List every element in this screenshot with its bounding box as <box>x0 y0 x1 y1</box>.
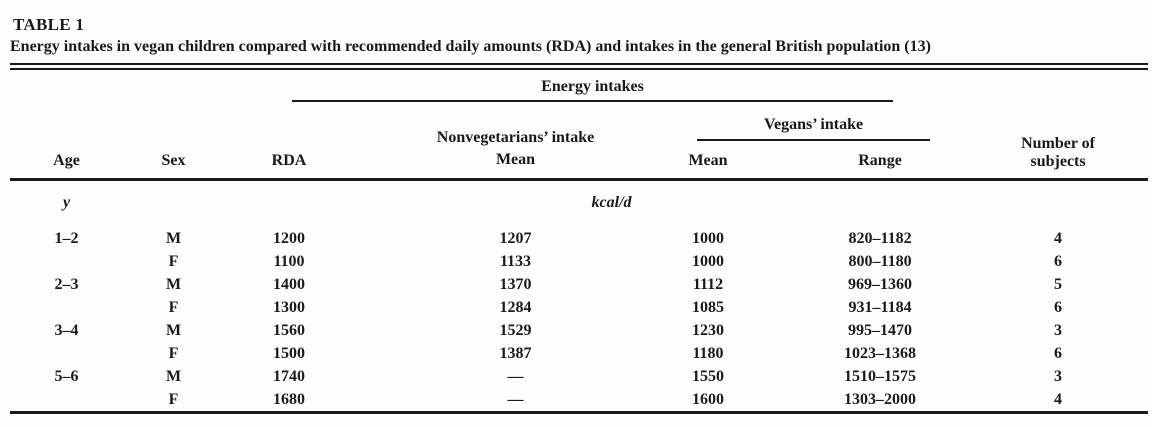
cell-rda: 1560 <box>273 322 305 339</box>
cell-subjects: 3 <box>1054 368 1063 385</box>
cell-subjects: 6 <box>1054 253 1063 270</box>
cell-vegan-mean: 1180 <box>692 345 724 362</box>
column-header-nonvegetarians-intake-mean <box>360 102 655 179</box>
table-caption: Energy intakes in vegan children compared with recommended daily amounts (RDA) and intakes in the general British population (13) <box>10 38 931 55</box>
group-header-energy-intakes-label: Energy intakes <box>292 77 893 102</box>
cell-rda: 1740 <box>273 368 305 385</box>
cell-vegan-range: 1510–1575 <box>844 368 917 385</box>
table-header <box>10 70 1148 179</box>
column-header-nonveg-mean: Mean <box>495 150 536 168</box>
table-row <box>10 342 1148 365</box>
table-label: TABLE 1 <box>13 15 85 34</box>
cell-vegan-mean: 1230 <box>692 322 724 339</box>
cell-rda: 1400 <box>273 276 305 293</box>
cell-vegan-mean: 1112 <box>692 276 724 293</box>
table-row <box>10 250 1148 273</box>
cell-sex: M <box>165 322 182 339</box>
cell-vegan-range: 1303–2000 <box>785 388 955 413</box>
table-row <box>10 273 1148 296</box>
cell-age <box>10 342 135 365</box>
column-header-number-of-subjects <box>955 102 1148 179</box>
header-spacer-left <box>10 70 240 102</box>
header-spacer-right <box>955 70 1148 102</box>
cell-nonveg-mean: 1370 <box>499 276 532 293</box>
cell-rda: 1500 <box>273 345 305 362</box>
column-header-sex: Sex <box>135 102 240 179</box>
cell-vegan-range: 800–1180 <box>848 253 912 270</box>
cell-nonveg-mean: — <box>507 368 524 385</box>
cell-sex: M <box>165 230 182 247</box>
cell-age: 1–2 <box>54 230 79 247</box>
cell-age <box>10 388 135 413</box>
table-body <box>10 179 1148 413</box>
cell-subjects: 3 <box>1054 322 1063 339</box>
cell-nonveg-mean: 1284 <box>499 299 532 316</box>
subjects-header-line2: subjects <box>1030 152 1086 170</box>
cell-subjects: 6 <box>1054 345 1063 362</box>
subjects-header-line1: Number of <box>1021 134 1095 152</box>
cell-sex: F <box>168 345 179 362</box>
table-row <box>10 319 1148 342</box>
column-header-rda: RDA <box>240 102 360 179</box>
cell-sex: F <box>135 388 240 413</box>
cell-nonveg-mean: 1387 <box>499 345 532 362</box>
cell-age <box>10 250 135 273</box>
cell-age: 2–3 <box>54 276 79 293</box>
unit-energy: kcal/d <box>591 193 632 211</box>
table-row <box>10 227 1148 250</box>
group-header-energy-intakes <box>240 70 955 102</box>
cell-vegan-mean: 1000 <box>692 230 724 247</box>
cell-subjects: 4 <box>955 388 1148 413</box>
cell-vegan-range: 969–1360 <box>848 276 913 293</box>
cell-vegan-mean: 1085 <box>692 299 724 316</box>
table-row <box>10 296 1148 319</box>
unit-spacer <box>135 179 240 227</box>
cell-sex: F <box>168 299 179 316</box>
group-header-vegans-intake <box>655 102 955 141</box>
cell-sex: M <box>165 276 182 293</box>
cell-rda: 1300 <box>273 299 305 316</box>
cell-sex: F <box>168 253 179 270</box>
unit-spacer <box>955 179 1148 227</box>
cell-subjects: 4 <box>1054 230 1063 247</box>
column-header-age: Age <box>10 102 135 179</box>
cell-vegan-range: 931–1184 <box>848 299 912 316</box>
cell-subjects: 5 <box>1054 276 1063 293</box>
cell-age <box>10 296 135 319</box>
table-row <box>10 365 1148 388</box>
group-header-nonvegetarians-intake: Nonvegetarians’ intake <box>436 128 595 146</box>
group-header-vegans-intake-label: Vegans’ intake <box>697 115 930 141</box>
column-header-vegan-mean: Mean <box>655 141 785 179</box>
cell-vegan-range: 820–1182 <box>848 230 912 247</box>
table-row <box>10 388 1148 413</box>
cell-rda: 1680 <box>240 388 360 413</box>
cell-nonveg-mean: 1133 <box>499 253 532 270</box>
cell-nonveg-mean: 1207 <box>499 230 532 247</box>
cell-nonveg-mean: 1529 <box>499 322 532 339</box>
cell-rda: 1100 <box>273 253 305 270</box>
cell-vegan-mean: 1000 <box>692 253 724 270</box>
cell-vegan-range: 1023–1368 <box>844 345 917 362</box>
energy-intake-table <box>10 70 1148 414</box>
cell-sex: M <box>165 368 182 385</box>
cell-subjects: 6 <box>1054 299 1063 316</box>
cell-age: 5–6 <box>54 368 79 385</box>
cell-rda: 1200 <box>273 230 305 247</box>
units-row <box>10 179 1148 227</box>
column-header-vegan-range: Range <box>785 141 955 179</box>
cell-vegan-range: 995–1470 <box>848 322 913 339</box>
unit-age: y <box>62 193 71 211</box>
top-double-rule <box>10 63 1148 70</box>
cell-nonveg-mean: — <box>360 388 655 413</box>
cell-vegan-mean: 1550 <box>692 368 724 385</box>
cell-age: 3–4 <box>54 322 79 339</box>
cell-vegan-mean: 1600 <box>655 388 785 413</box>
